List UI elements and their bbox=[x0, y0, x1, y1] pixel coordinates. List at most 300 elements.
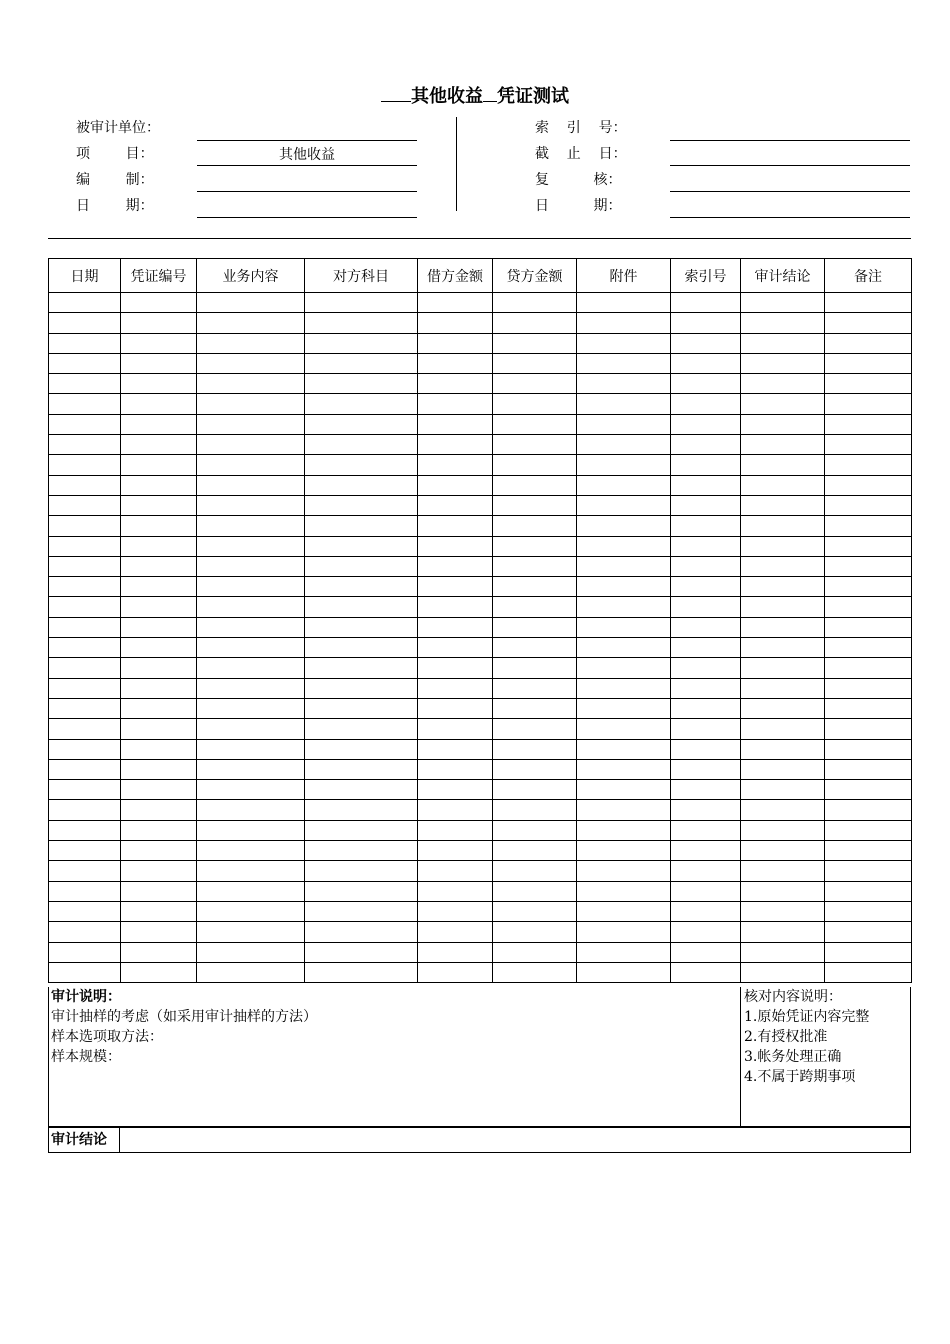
table-cell[interactable] bbox=[825, 901, 912, 921]
table-cell[interactable] bbox=[741, 719, 825, 739]
table-cell[interactable] bbox=[577, 800, 671, 820]
table-cell[interactable] bbox=[825, 759, 912, 779]
table-cell[interactable] bbox=[418, 759, 493, 779]
table-cell[interactable] bbox=[825, 516, 912, 536]
table-cell[interactable] bbox=[418, 455, 493, 475]
table-cell[interactable] bbox=[418, 658, 493, 678]
table-cell[interactable] bbox=[121, 536, 197, 556]
table-cell[interactable] bbox=[418, 374, 493, 394]
table-cell[interactable] bbox=[305, 536, 418, 556]
table-cell[interactable] bbox=[418, 516, 493, 536]
table-cell[interactable] bbox=[671, 556, 741, 576]
table-cell[interactable] bbox=[493, 597, 577, 617]
table-cell[interactable] bbox=[825, 820, 912, 840]
table-cell[interactable] bbox=[577, 780, 671, 800]
table-cell[interactable] bbox=[49, 577, 121, 597]
table-cell[interactable] bbox=[197, 577, 305, 597]
table-cell[interactable] bbox=[121, 617, 197, 637]
table-cell[interactable] bbox=[671, 597, 741, 617]
table-cell[interactable] bbox=[121, 495, 197, 515]
table-cell[interactable] bbox=[577, 820, 671, 840]
table-cell[interactable] bbox=[418, 800, 493, 820]
table-cell[interactable] bbox=[418, 922, 493, 942]
table-cell[interactable] bbox=[197, 678, 305, 698]
table-cell[interactable] bbox=[49, 597, 121, 617]
table-cell[interactable] bbox=[493, 475, 577, 495]
table-cell[interactable] bbox=[671, 394, 741, 414]
table-cell[interactable] bbox=[305, 617, 418, 637]
table-cell[interactable] bbox=[305, 577, 418, 597]
table-cell[interactable] bbox=[49, 313, 121, 333]
table-cell[interactable] bbox=[741, 942, 825, 962]
table-cell[interactable] bbox=[825, 495, 912, 515]
table-cell[interactable] bbox=[671, 455, 741, 475]
table-cell[interactable] bbox=[577, 638, 671, 658]
table-cell[interactable] bbox=[493, 435, 577, 455]
table-cell[interactable] bbox=[418, 414, 493, 434]
table-cell[interactable] bbox=[418, 475, 493, 495]
table-cell[interactable] bbox=[305, 353, 418, 373]
table-cell[interactable] bbox=[577, 556, 671, 576]
table-cell[interactable] bbox=[741, 516, 825, 536]
table-cell[interactable] bbox=[418, 435, 493, 455]
table-cell[interactable] bbox=[577, 881, 671, 901]
table-cell[interactable] bbox=[493, 942, 577, 962]
table-cell[interactable] bbox=[671, 962, 741, 982]
table-cell[interactable] bbox=[418, 556, 493, 576]
table-cell[interactable] bbox=[493, 556, 577, 576]
table-cell[interactable] bbox=[493, 455, 577, 475]
table-cell[interactable] bbox=[197, 617, 305, 637]
table-cell[interactable] bbox=[418, 313, 493, 333]
table-cell[interactable] bbox=[197, 901, 305, 921]
table-cell[interactable] bbox=[121, 516, 197, 536]
table-cell[interactable] bbox=[197, 739, 305, 759]
table-cell[interactable] bbox=[671, 901, 741, 921]
table-cell[interactable] bbox=[418, 780, 493, 800]
table-cell[interactable] bbox=[418, 678, 493, 698]
table-cell[interactable] bbox=[197, 962, 305, 982]
table-cell[interactable] bbox=[121, 800, 197, 820]
table-cell[interactable] bbox=[493, 536, 577, 556]
table-cell[interactable] bbox=[121, 820, 197, 840]
table-cell[interactable] bbox=[121, 698, 197, 718]
table-cell[interactable] bbox=[577, 698, 671, 718]
table-cell[interactable] bbox=[671, 841, 741, 861]
table-cell[interactable] bbox=[671, 617, 741, 637]
table-cell[interactable] bbox=[741, 597, 825, 617]
table-cell[interactable] bbox=[197, 495, 305, 515]
table-cell[interactable] bbox=[121, 942, 197, 962]
table-cell[interactable] bbox=[49, 820, 121, 840]
table-cell[interactable] bbox=[493, 780, 577, 800]
table-cell[interactable] bbox=[671, 739, 741, 759]
index-field[interactable] bbox=[670, 120, 910, 141]
table-cell[interactable] bbox=[741, 739, 825, 759]
table-cell[interactable] bbox=[305, 414, 418, 434]
table-cell[interactable] bbox=[577, 759, 671, 779]
table-cell[interactable] bbox=[825, 881, 912, 901]
table-cell[interactable] bbox=[671, 353, 741, 373]
table-cell[interactable] bbox=[418, 901, 493, 921]
table-cell[interactable] bbox=[49, 475, 121, 495]
table-cell[interactable] bbox=[825, 698, 912, 718]
table-cell[interactable] bbox=[121, 780, 197, 800]
table-cell[interactable] bbox=[577, 414, 671, 434]
table-cell[interactable] bbox=[121, 475, 197, 495]
table-cell[interactable] bbox=[121, 841, 197, 861]
table-cell[interactable] bbox=[493, 333, 577, 353]
table-cell[interactable] bbox=[825, 861, 912, 881]
table-cell[interactable] bbox=[741, 901, 825, 921]
table-cell[interactable] bbox=[305, 495, 418, 515]
table-cell[interactable] bbox=[305, 638, 418, 658]
table-cell[interactable] bbox=[197, 658, 305, 678]
table-cell[interactable] bbox=[305, 313, 418, 333]
table-cell[interactable] bbox=[741, 820, 825, 840]
table-cell[interactable] bbox=[577, 374, 671, 394]
table-cell[interactable] bbox=[493, 698, 577, 718]
table-cell[interactable] bbox=[418, 820, 493, 840]
table-cell[interactable] bbox=[741, 841, 825, 861]
table-cell[interactable] bbox=[197, 698, 305, 718]
table-cell[interactable] bbox=[49, 800, 121, 820]
table-cell[interactable] bbox=[741, 475, 825, 495]
table-cell[interactable] bbox=[493, 962, 577, 982]
table-cell[interactable] bbox=[741, 698, 825, 718]
table-cell[interactable] bbox=[825, 739, 912, 759]
table-cell[interactable] bbox=[305, 719, 418, 739]
table-cell[interactable] bbox=[197, 841, 305, 861]
table-cell[interactable] bbox=[671, 333, 741, 353]
table-cell[interactable] bbox=[121, 719, 197, 739]
table-cell[interactable] bbox=[49, 495, 121, 515]
table-cell[interactable] bbox=[197, 820, 305, 840]
table-cell[interactable] bbox=[741, 922, 825, 942]
table-cell[interactable] bbox=[305, 698, 418, 718]
table-cell[interactable] bbox=[577, 678, 671, 698]
table-cell[interactable] bbox=[418, 293, 493, 313]
table-cell[interactable] bbox=[741, 759, 825, 779]
table-cell[interactable] bbox=[418, 861, 493, 881]
table-cell[interactable] bbox=[741, 455, 825, 475]
table-cell[interactable] bbox=[671, 313, 741, 333]
table-cell[interactable] bbox=[418, 597, 493, 617]
table-cell[interactable] bbox=[577, 597, 671, 617]
table-cell[interactable] bbox=[741, 374, 825, 394]
table-cell[interactable] bbox=[305, 881, 418, 901]
table-cell[interactable] bbox=[741, 638, 825, 658]
table-cell[interactable] bbox=[671, 577, 741, 597]
table-cell[interactable] bbox=[49, 942, 121, 962]
table-cell[interactable] bbox=[825, 556, 912, 576]
table-cell[interactable] bbox=[493, 577, 577, 597]
table-cell[interactable] bbox=[577, 313, 671, 333]
table-cell[interactable] bbox=[577, 435, 671, 455]
table-cell[interactable] bbox=[493, 516, 577, 536]
table-cell[interactable] bbox=[493, 861, 577, 881]
table-cell[interactable] bbox=[577, 293, 671, 313]
table-cell[interactable] bbox=[825, 394, 912, 414]
table-cell[interactable] bbox=[825, 536, 912, 556]
table-cell[interactable] bbox=[671, 516, 741, 536]
table-cell[interactable] bbox=[671, 414, 741, 434]
table-cell[interactable] bbox=[305, 475, 418, 495]
table-cell[interactable] bbox=[493, 800, 577, 820]
table-cell[interactable] bbox=[418, 962, 493, 982]
table-cell[interactable] bbox=[577, 861, 671, 881]
table-cell[interactable] bbox=[577, 841, 671, 861]
conclusion-field[interactable] bbox=[121, 1128, 910, 1152]
table-cell[interactable] bbox=[493, 293, 577, 313]
table-cell[interactable] bbox=[493, 719, 577, 739]
table-cell[interactable] bbox=[121, 293, 197, 313]
table-cell[interactable] bbox=[825, 800, 912, 820]
table-cell[interactable] bbox=[741, 658, 825, 678]
table-cell[interactable] bbox=[305, 820, 418, 840]
table-cell[interactable] bbox=[741, 414, 825, 434]
table-cell[interactable] bbox=[418, 739, 493, 759]
table-cell[interactable] bbox=[671, 861, 741, 881]
table-cell[interactable] bbox=[305, 780, 418, 800]
table-cell[interactable] bbox=[305, 435, 418, 455]
table-cell[interactable] bbox=[671, 638, 741, 658]
table-cell[interactable] bbox=[197, 414, 305, 434]
table-cell[interactable] bbox=[671, 293, 741, 313]
table-cell[interactable] bbox=[577, 942, 671, 962]
table-cell[interactable] bbox=[577, 394, 671, 414]
table-cell[interactable] bbox=[197, 455, 305, 475]
table-cell[interactable] bbox=[671, 719, 741, 739]
table-cell[interactable] bbox=[577, 901, 671, 921]
table-cell[interactable] bbox=[305, 333, 418, 353]
table-cell[interactable] bbox=[49, 861, 121, 881]
table-cell[interactable] bbox=[121, 638, 197, 658]
table-cell[interactable] bbox=[418, 577, 493, 597]
table-cell[interactable] bbox=[49, 516, 121, 536]
table-cell[interactable] bbox=[741, 800, 825, 820]
table-cell[interactable] bbox=[121, 739, 197, 759]
table-cell[interactable] bbox=[741, 678, 825, 698]
table-cell[interactable] bbox=[197, 374, 305, 394]
table-cell[interactable] bbox=[825, 942, 912, 962]
table-cell[interactable] bbox=[671, 800, 741, 820]
table-cell[interactable] bbox=[825, 414, 912, 434]
table-cell[interactable] bbox=[418, 333, 493, 353]
table-cell[interactable] bbox=[671, 881, 741, 901]
table-cell[interactable] bbox=[49, 414, 121, 434]
table-cell[interactable] bbox=[577, 922, 671, 942]
table-cell[interactable] bbox=[577, 739, 671, 759]
table-cell[interactable] bbox=[493, 901, 577, 921]
table-cell[interactable] bbox=[49, 922, 121, 942]
table-cell[interactable] bbox=[418, 353, 493, 373]
table-cell[interactable] bbox=[49, 353, 121, 373]
table-cell[interactable] bbox=[418, 536, 493, 556]
table-cell[interactable] bbox=[825, 313, 912, 333]
table-cell[interactable] bbox=[825, 658, 912, 678]
table-cell[interactable] bbox=[577, 475, 671, 495]
table-cell[interactable] bbox=[197, 313, 305, 333]
table-cell[interactable] bbox=[825, 455, 912, 475]
table-cell[interactable] bbox=[197, 516, 305, 536]
table-cell[interactable] bbox=[49, 698, 121, 718]
table-cell[interactable] bbox=[671, 942, 741, 962]
date-field[interactable] bbox=[197, 197, 417, 218]
table-cell[interactable] bbox=[577, 353, 671, 373]
table-cell[interactable] bbox=[121, 435, 197, 455]
table-cell[interactable] bbox=[121, 901, 197, 921]
table-cell[interactable] bbox=[197, 597, 305, 617]
table-cell[interactable] bbox=[121, 353, 197, 373]
table-cell[interactable] bbox=[671, 658, 741, 678]
table-cell[interactable] bbox=[305, 597, 418, 617]
table-cell[interactable] bbox=[577, 617, 671, 637]
table-cell[interactable] bbox=[197, 800, 305, 820]
table-cell[interactable] bbox=[121, 577, 197, 597]
table-cell[interactable] bbox=[121, 394, 197, 414]
table-cell[interactable] bbox=[49, 658, 121, 678]
table-cell[interactable] bbox=[577, 719, 671, 739]
table-cell[interactable] bbox=[121, 556, 197, 576]
table-cell[interactable] bbox=[305, 739, 418, 759]
table-cell[interactable] bbox=[493, 678, 577, 698]
table-cell[interactable] bbox=[741, 881, 825, 901]
table-cell[interactable] bbox=[825, 962, 912, 982]
table-cell[interactable] bbox=[741, 962, 825, 982]
reviewer-field[interactable] bbox=[670, 171, 910, 192]
table-cell[interactable] bbox=[121, 881, 197, 901]
table-cell[interactable] bbox=[741, 293, 825, 313]
table-cell[interactable] bbox=[49, 759, 121, 779]
table-cell[interactable] bbox=[121, 678, 197, 698]
table-cell[interactable] bbox=[577, 962, 671, 982]
table-cell[interactable] bbox=[493, 841, 577, 861]
table-cell[interactable] bbox=[49, 536, 121, 556]
table-cell[interactable] bbox=[825, 617, 912, 637]
table-cell[interactable] bbox=[493, 353, 577, 373]
table-cell[interactable] bbox=[305, 516, 418, 536]
table-cell[interactable] bbox=[305, 374, 418, 394]
table-cell[interactable] bbox=[741, 333, 825, 353]
table-cell[interactable] bbox=[305, 922, 418, 942]
table-cell[interactable] bbox=[671, 780, 741, 800]
table-cell[interactable] bbox=[741, 556, 825, 576]
table-cell[interactable] bbox=[49, 435, 121, 455]
table-cell[interactable] bbox=[493, 313, 577, 333]
table-cell[interactable] bbox=[671, 536, 741, 556]
table-cell[interactable] bbox=[305, 841, 418, 861]
table-cell[interactable] bbox=[305, 293, 418, 313]
table-cell[interactable] bbox=[49, 739, 121, 759]
table-cell[interactable] bbox=[49, 841, 121, 861]
table-cell[interactable] bbox=[197, 333, 305, 353]
table-cell[interactable] bbox=[493, 638, 577, 658]
table-cell[interactable] bbox=[577, 455, 671, 475]
table-cell[interactable] bbox=[197, 353, 305, 373]
review-date-field[interactable] bbox=[670, 197, 910, 218]
table-cell[interactable] bbox=[493, 658, 577, 678]
table-cell[interactable] bbox=[305, 658, 418, 678]
table-cell[interactable] bbox=[197, 719, 305, 739]
table-cell[interactable] bbox=[671, 698, 741, 718]
table-cell[interactable] bbox=[121, 597, 197, 617]
table-cell[interactable] bbox=[49, 881, 121, 901]
table-cell[interactable] bbox=[671, 759, 741, 779]
table-cell[interactable] bbox=[671, 374, 741, 394]
table-cell[interactable] bbox=[305, 942, 418, 962]
table-cell[interactable] bbox=[49, 678, 121, 698]
table-cell[interactable] bbox=[825, 719, 912, 739]
table-cell[interactable] bbox=[121, 922, 197, 942]
table-cell[interactable] bbox=[825, 577, 912, 597]
table-cell[interactable] bbox=[197, 435, 305, 455]
table-cell[interactable] bbox=[121, 333, 197, 353]
table-cell[interactable] bbox=[418, 698, 493, 718]
table-cell[interactable] bbox=[305, 901, 418, 921]
table-cell[interactable] bbox=[418, 841, 493, 861]
table-cell[interactable] bbox=[825, 841, 912, 861]
table-cell[interactable] bbox=[197, 942, 305, 962]
table-cell[interactable] bbox=[49, 333, 121, 353]
table-cell[interactable] bbox=[49, 617, 121, 637]
preparer-field[interactable] bbox=[197, 171, 417, 192]
table-cell[interactable] bbox=[825, 638, 912, 658]
cutoff-field[interactable] bbox=[670, 145, 910, 166]
table-cell[interactable] bbox=[741, 617, 825, 637]
table-cell[interactable] bbox=[305, 394, 418, 414]
table-cell[interactable] bbox=[49, 901, 121, 921]
table-cell[interactable] bbox=[305, 800, 418, 820]
table-cell[interactable] bbox=[197, 475, 305, 495]
table-cell[interactable] bbox=[49, 455, 121, 475]
table-cell[interactable] bbox=[121, 861, 197, 881]
table-cell[interactable] bbox=[493, 739, 577, 759]
table-cell[interactable] bbox=[825, 780, 912, 800]
table-cell[interactable] bbox=[671, 475, 741, 495]
table-cell[interactable] bbox=[197, 922, 305, 942]
table-cell[interactable] bbox=[305, 962, 418, 982]
table-cell[interactable] bbox=[305, 455, 418, 475]
table-cell[interactable] bbox=[305, 556, 418, 576]
table-cell[interactable] bbox=[825, 435, 912, 455]
table-cell[interactable] bbox=[197, 780, 305, 800]
table-cell[interactable] bbox=[49, 638, 121, 658]
table-cell[interactable] bbox=[493, 374, 577, 394]
table-cell[interactable] bbox=[671, 922, 741, 942]
table-cell[interactable] bbox=[49, 293, 121, 313]
table-cell[interactable] bbox=[121, 455, 197, 475]
table-cell[interactable] bbox=[49, 394, 121, 414]
table-cell[interactable] bbox=[121, 414, 197, 434]
table-cell[interactable] bbox=[418, 942, 493, 962]
table-cell[interactable] bbox=[577, 536, 671, 556]
table-cell[interactable] bbox=[197, 861, 305, 881]
table-cell[interactable] bbox=[825, 597, 912, 617]
table-cell[interactable] bbox=[305, 861, 418, 881]
table-cell[interactable] bbox=[49, 780, 121, 800]
table-cell[interactable] bbox=[197, 759, 305, 779]
table-cell[interactable] bbox=[825, 293, 912, 313]
table-cell[interactable] bbox=[197, 881, 305, 901]
table-cell[interactable] bbox=[305, 759, 418, 779]
table-cell[interactable] bbox=[825, 475, 912, 495]
table-cell[interactable] bbox=[418, 881, 493, 901]
table-cell[interactable] bbox=[493, 759, 577, 779]
table-cell[interactable] bbox=[418, 394, 493, 414]
table-cell[interactable] bbox=[577, 333, 671, 353]
table-cell[interactable] bbox=[49, 556, 121, 576]
